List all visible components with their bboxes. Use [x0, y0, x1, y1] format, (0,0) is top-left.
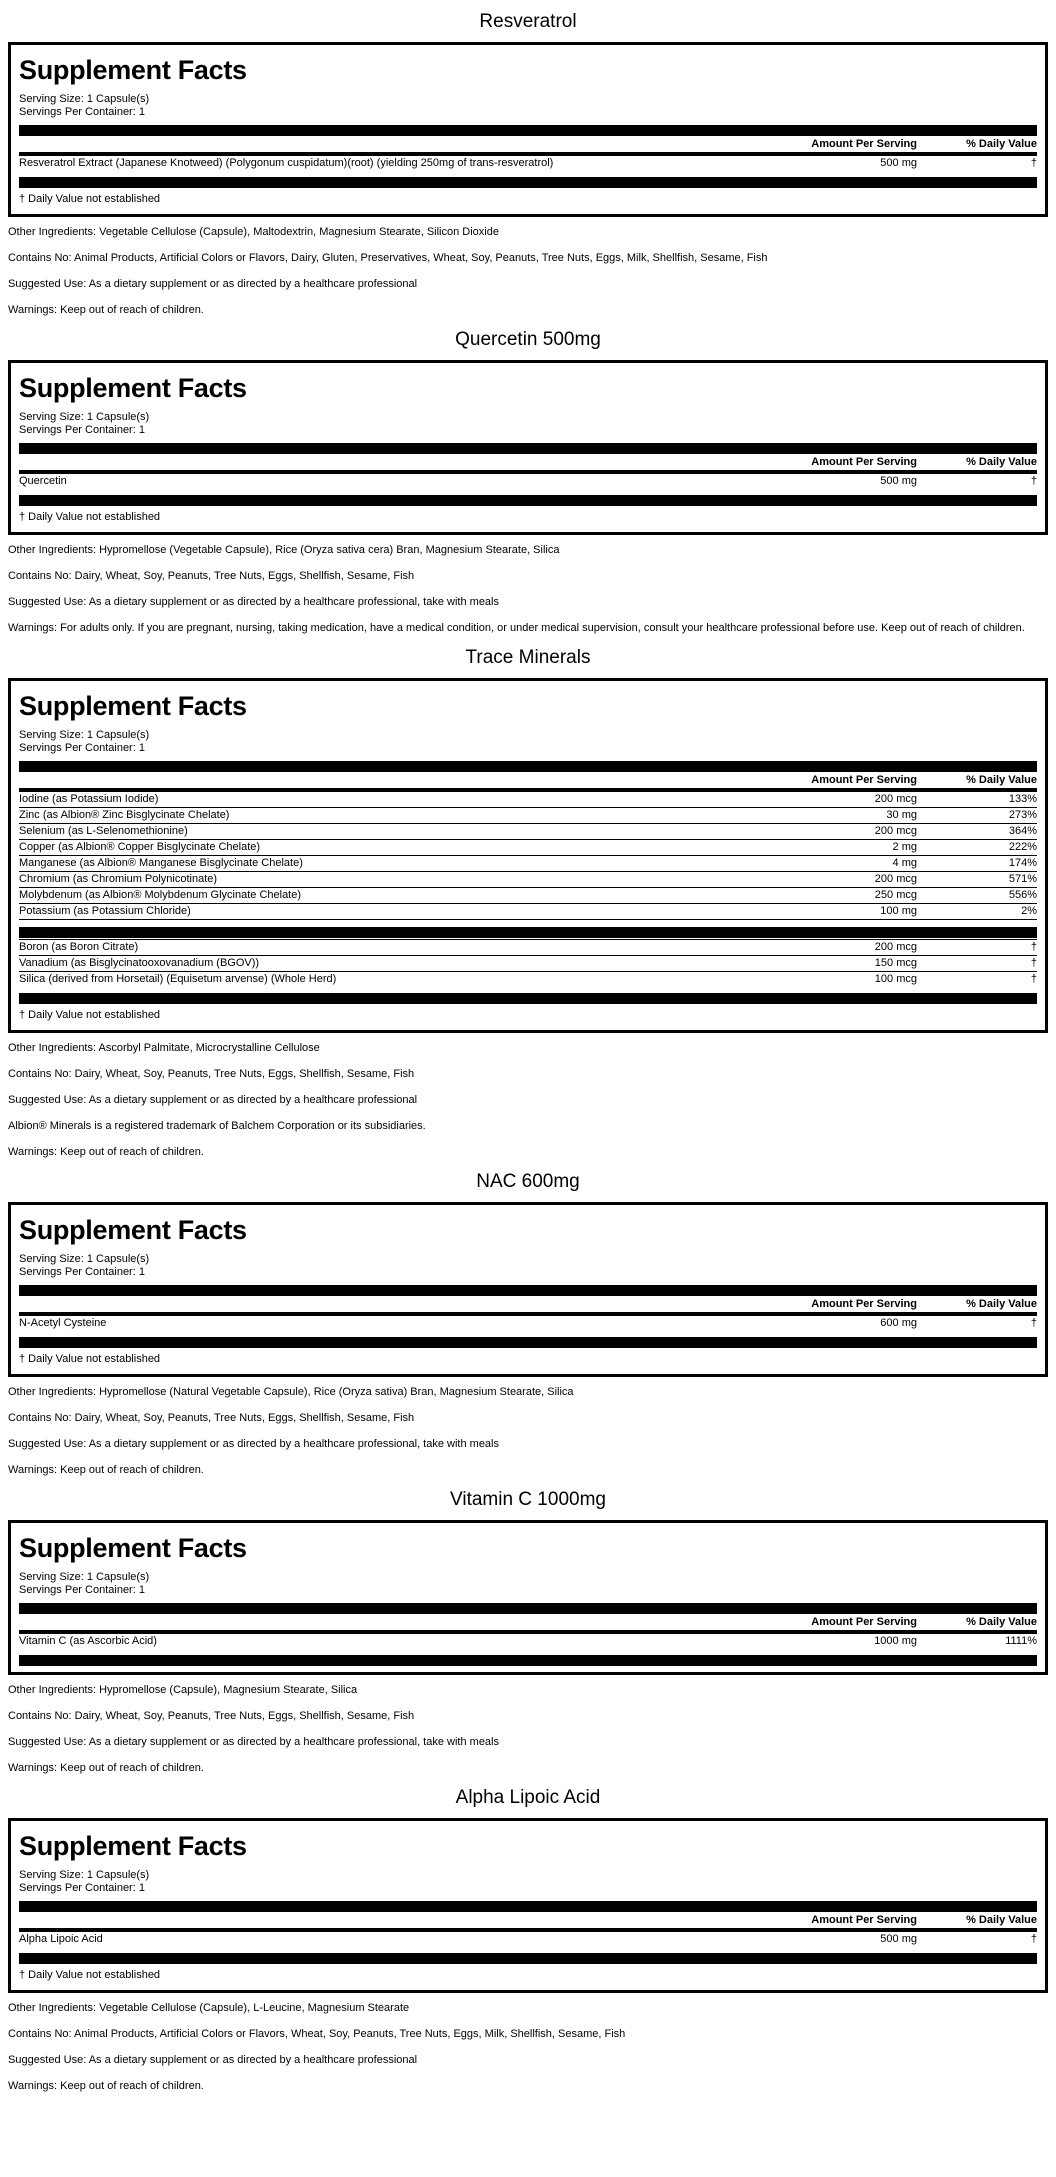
daily-value-header: % Daily Value — [966, 1914, 1037, 1926]
daily-value-header: % Daily Value — [966, 1298, 1037, 1310]
serving-size: Serving Size: 1 Capsule(s) — [19, 1869, 150, 1881]
panel-rule-bottom — [19, 177, 1037, 188]
nutrient-row — [19, 956, 1037, 972]
nutrients-table — [19, 1634, 1037, 1649]
nutrient-daily-value: 133% — [917, 792, 1037, 808]
nutrient-daily-value: † — [1030, 1317, 1037, 1329]
nutrient-daily-value: † — [1030, 973, 1037, 985]
product-note: Other Ingredients: Hypromellose (Natural Vegetable Capsule), Rice (Oryza sativa) Bran, Magnesium Stearate, Silica — [8, 1386, 574, 1398]
nutrients-table — [19, 792, 1037, 987]
nutrient-row — [19, 856, 1037, 872]
column-headers — [19, 1296, 1037, 1312]
serving-size: Serving Size: 1 Capsule(s) — [19, 93, 150, 105]
nutrient-row — [19, 156, 1037, 171]
nutrient-name: Vitamin C (as Ascorbic Acid) — [19, 1635, 157, 1647]
nutrient-amount: 600 mg — [880, 1317, 917, 1329]
product-note: Suggested Use: As a dietary supplement or as directed by a healthcare professional, take with meals — [8, 1736, 499, 1748]
panel-heading: Supplement Facts — [19, 373, 247, 403]
nutrient-amount: 100 mcg — [874, 973, 917, 985]
supplement-facts-panel — [8, 678, 1048, 1033]
nutrient-amount: 250 mcg — [717, 888, 917, 904]
panel-heading: Supplement Facts — [19, 1215, 247, 1245]
amount-header: Amount Per Serving — [811, 456, 917, 468]
nutrients-table — [19, 1316, 1037, 1331]
nutrient-daily-value: † — [1030, 475, 1037, 487]
nutrient-name: Potassium (as Potassium Chloride) — [19, 904, 717, 920]
nutrient-amount: 200 mcg — [717, 872, 917, 888]
nutrient-daily-value: † — [1030, 1933, 1037, 1945]
nutrient-row — [19, 940, 1037, 956]
supplement-facts-panel — [8, 1202, 1048, 1377]
servings-per-container: Servings Per Container: 1 — [19, 424, 145, 436]
supplement-facts-panel — [8, 360, 1048, 535]
product-block — [8, 1486, 1048, 1776]
panel-rule-top — [19, 443, 1037, 454]
product-note: Contains No: Dairy, Wheat, Soy, Peanuts, Tree Nuts, Eggs, Shellfish, Sesame, Fish — [8, 1710, 415, 1722]
panel-rule-bottom — [19, 495, 1037, 506]
nutrient-name: Iodine (as Potassium Iodide) — [19, 792, 717, 808]
nutrient-name: Vanadium (as Bisglycinatooxovanadium (BGOV)) — [19, 956, 717, 972]
product-block — [8, 8, 1048, 318]
nutrient-daily-value: 174% — [917, 856, 1037, 872]
nutrient-amount: 200 mcg — [717, 940, 917, 956]
product-note: Other Ingredients: Vegetable Cellulose (Capsule), Maltodextrin, Magnesium Stearate, Silicon Dioxide — [8, 226, 499, 238]
product-note: Suggested Use: As a dietary supplement or as directed by a healthcare professional — [8, 278, 418, 290]
product-notes — [8, 1385, 1048, 1478]
product-note: Contains No: Animal Products, Artificial Colors or Flavors, Wheat, Soy, Peanuts, Tree Nuts, Eggs, Milk, Shellfish, Sesame, Fish — [8, 2028, 626, 2040]
nutrient-row — [19, 792, 1037, 808]
supplement-facts-panel — [8, 1818, 1048, 1993]
nutrient-name: Manganese (as Albion® Manganese Bisglycinate Chelate) — [19, 856, 717, 872]
nutrient-amount: 200 mcg — [717, 792, 917, 808]
product-note: Suggested Use: As a dietary supplement or as directed by a healthcare professional, take with meals — [8, 1438, 499, 1450]
product-note: Other Ingredients: Ascorbyl Palmitate, Microcrystalline Cellulose — [8, 1042, 320, 1054]
product-title: Resveratrol — [479, 11, 577, 32]
product-note: Warnings: Keep out of reach of children. — [8, 1464, 204, 1476]
nutrients-table — [19, 156, 1037, 171]
daily-value-header: % Daily Value — [966, 456, 1037, 468]
product-note: Warnings: For adults only. If you are pregnant, nursing, taking medication, have a medical condition, or under medical supervision, consult your healthcare professional before use. Keep out of reach of children. — [8, 622, 1025, 634]
panel-rule-top — [19, 1901, 1037, 1912]
nutrients-table — [19, 474, 1037, 489]
daily-value-footnote: † Daily Value not established — [19, 1353, 161, 1365]
nutrient-daily-value: 1111% — [1005, 1635, 1037, 1647]
product-block — [8, 1168, 1048, 1478]
panel-rule-bottom — [19, 1337, 1037, 1348]
nutrient-row — [19, 1316, 1037, 1331]
nutrient-amount: 1000 mg — [874, 1635, 917, 1647]
serving-size: Serving Size: 1 Capsule(s) — [19, 411, 150, 423]
product-block — [8, 326, 1048, 636]
product-title: Alpha Lipoic Acid — [455, 1787, 601, 1808]
amount-header: Amount Per Serving — [811, 138, 917, 150]
panel-rule-top — [19, 125, 1037, 136]
panel-rule-bottom — [19, 1655, 1037, 1666]
nutrient-amount: 200 mcg — [717, 824, 917, 840]
nutrient-name: Selenium (as L-Selenomethionine) — [19, 824, 717, 840]
product-title: Vitamin C 1000mg — [450, 1489, 606, 1510]
product-note: Warnings: Keep out of reach of children. — [8, 304, 204, 316]
panel-heading: Supplement Facts — [19, 55, 247, 85]
nutrient-name: Silica (derived from Horsetail) (Equisetum arvense) (Whole Herd) — [19, 973, 337, 985]
nutrient-row — [19, 888, 1037, 904]
supplement-facts-page — [0, 8, 1056, 2110]
daily-value-header: % Daily Value — [966, 138, 1037, 150]
panel-rule-top — [19, 1603, 1037, 1614]
nutrient-amount: 500 mg — [880, 157, 917, 169]
product-note: Suggested Use: As a dietary supplement or as directed by a healthcare professional — [8, 1094, 418, 1106]
serving-size: Serving Size: 1 Capsule(s) — [19, 1253, 150, 1265]
panel-rule-top — [19, 761, 1037, 772]
panel-heading: Supplement Facts — [19, 691, 247, 721]
product-note: Other Ingredients: Vegetable Cellulose (Capsule), L-Leucine, Magnesium Stearate — [8, 2002, 410, 2014]
servings-per-container: Servings Per Container: 1 — [19, 742, 145, 754]
panel-heading: Supplement Facts — [19, 1533, 247, 1563]
nutrient-daily-value: 571% — [917, 872, 1037, 888]
nutrient-name: Resveratrol Extract (Japanese Knotweed) (Polygonum cuspidatum)(root) (yielding 250mg of trans-resveratrol) — [19, 157, 554, 169]
daily-value-footnote: † Daily Value not established — [19, 193, 161, 205]
panel-rule-top — [19, 1285, 1037, 1296]
nutrient-name: Molybdenum (as Albion® Molybdenum Glycinate Chelate) — [19, 888, 717, 904]
panel-heading: Supplement Facts — [19, 1831, 247, 1861]
daily-value-footnote: † Daily Value not established — [19, 511, 161, 523]
nutrient-row — [19, 1932, 1037, 1947]
product-note: Suggested Use: As a dietary supplement or as directed by a healthcare professional — [8, 2054, 418, 2066]
column-headers — [19, 454, 1037, 470]
nutrient-daily-value: 556% — [917, 888, 1037, 904]
servings-per-container: Servings Per Container: 1 — [19, 1584, 145, 1596]
product-notes — [8, 1041, 1048, 1160]
nutrient-name: Boron (as Boron Citrate) — [19, 940, 717, 956]
nutrient-amount: 4 mg — [717, 856, 917, 872]
daily-value-header: % Daily Value — [966, 1616, 1037, 1628]
nutrient-row — [19, 840, 1037, 856]
section-rule — [19, 927, 1037, 938]
nutrient-daily-value: † — [917, 956, 1037, 972]
nutrient-row — [19, 824, 1037, 840]
product-note: Contains No: Dairy, Wheat, Soy, Peanuts, Tree Nuts, Eggs, Shellfish, Sesame, Fish — [8, 1412, 415, 1424]
product-block — [8, 644, 1048, 1160]
product-title: NAC 600mg — [476, 1171, 580, 1192]
nutrient-amount: 500 mg — [880, 475, 917, 487]
serving-size: Serving Size: 1 Capsule(s) — [19, 729, 150, 741]
product-title: Quercetin 500mg — [455, 329, 601, 350]
amount-header: Amount Per Serving — [811, 774, 917, 786]
nutrient-row — [19, 904, 1037, 920]
daily-value-header: % Daily Value — [966, 774, 1037, 786]
product-note: Other Ingredients: Hypromellose (Capsule), Magnesium Stearate, Silica — [8, 1684, 358, 1696]
nutrient-daily-value: † — [917, 940, 1037, 956]
product-note: Contains No: Dairy, Wheat, Soy, Peanuts, Tree Nuts, Eggs, Shellfish, Sesame, Fish — [8, 1068, 415, 1080]
daily-value-footnote: † Daily Value not established — [19, 1009, 161, 1021]
nutrient-row — [19, 1634, 1037, 1649]
column-headers — [19, 772, 1037, 788]
nutrient-row — [19, 808, 1037, 824]
nutrient-amount: 500 mg — [880, 1933, 917, 1945]
nutrient-amount: 2 mg — [717, 840, 917, 856]
product-notes — [8, 225, 1048, 318]
column-headers — [19, 1614, 1037, 1630]
nutrients-table — [19, 1932, 1037, 1947]
panel-rule-bottom — [19, 1953, 1037, 1964]
product-note: Suggested Use: As a dietary supplement or as directed by a healthcare professional, take with meals — [8, 596, 499, 608]
product-note: Warnings: Keep out of reach of children. — [8, 1146, 204, 1158]
amount-header: Amount Per Serving — [811, 1616, 917, 1628]
product-note: Other Ingredients: Hypromellose (Vegetable Capsule), Rice (Oryza sativa cera) Bran, Magnesium Stearate, Silica — [8, 544, 560, 556]
product-note: Warnings: Keep out of reach of children. — [8, 2080, 204, 2092]
servings-per-container: Servings Per Container: 1 — [19, 106, 145, 118]
nutrient-row — [19, 872, 1037, 888]
nutrient-name: Alpha Lipoic Acid — [19, 1933, 103, 1945]
serving-size: Serving Size: 1 Capsule(s) — [19, 1571, 150, 1583]
nutrient-daily-value: 2% — [917, 904, 1037, 920]
nutrient-amount: 30 mg — [717, 808, 917, 824]
product-notes — [8, 543, 1048, 636]
row-group-separator — [19, 920, 1037, 940]
product-notes — [8, 1683, 1048, 1776]
nutrient-daily-value: † — [1030, 157, 1037, 169]
nutrient-name: Zinc (as Albion® Zinc Bisglycinate Chelate) — [19, 808, 717, 824]
product-note: Contains No: Dairy, Wheat, Soy, Peanuts, Tree Nuts, Eggs, Shellfish, Sesame, Fish — [8, 570, 415, 582]
nutrient-name: Copper (as Albion® Copper Bisglycinate Chelate) — [19, 840, 717, 856]
supplement-facts-panel — [8, 42, 1048, 217]
nutrient-amount: 100 mg — [717, 904, 917, 920]
column-headers — [19, 136, 1037, 152]
product-title: Trace Minerals — [465, 647, 591, 668]
nutrient-row — [19, 474, 1037, 489]
nutrient-daily-value: 273% — [917, 808, 1037, 824]
nutrient-name: Quercetin — [19, 475, 67, 487]
product-note: Contains No: Animal Products, Artificial Colors or Flavors, Dairy, Gluten, Preservatives, Wheat, Soy, Peanuts, Tree Nuts, Eggs, Milk, Shellfish, Sesame, Fish — [8, 252, 768, 264]
amount-header: Amount Per Serving — [811, 1298, 917, 1310]
nutrient-daily-value: 222% — [917, 840, 1037, 856]
product-notes — [8, 2001, 1048, 2094]
nutrient-name: N-Acetyl Cysteine — [19, 1317, 107, 1329]
supplement-facts-panel — [8, 1520, 1048, 1675]
product-block — [8, 1784, 1048, 2094]
daily-value-footnote: † Daily Value not established — [19, 1969, 161, 1981]
nutrient-daily-value: 364% — [917, 824, 1037, 840]
product-note: Albion® Minerals is a registered trademark of Balchem Corporation or its subsidiaries. — [8, 1120, 426, 1132]
panel-rule-bottom — [19, 993, 1037, 1004]
nutrient-amount: 150 mcg — [717, 956, 917, 972]
servings-per-container: Servings Per Container: 1 — [19, 1882, 145, 1894]
nutrient-row — [19, 972, 1037, 988]
servings-per-container: Servings Per Container: 1 — [19, 1266, 145, 1278]
product-note: Warnings: Keep out of reach of children. — [8, 1762, 204, 1774]
column-headers — [19, 1912, 1037, 1928]
nutrient-name: Chromium (as Chromium Polynicotinate) — [19, 872, 717, 888]
amount-header: Amount Per Serving — [811, 1914, 917, 1926]
